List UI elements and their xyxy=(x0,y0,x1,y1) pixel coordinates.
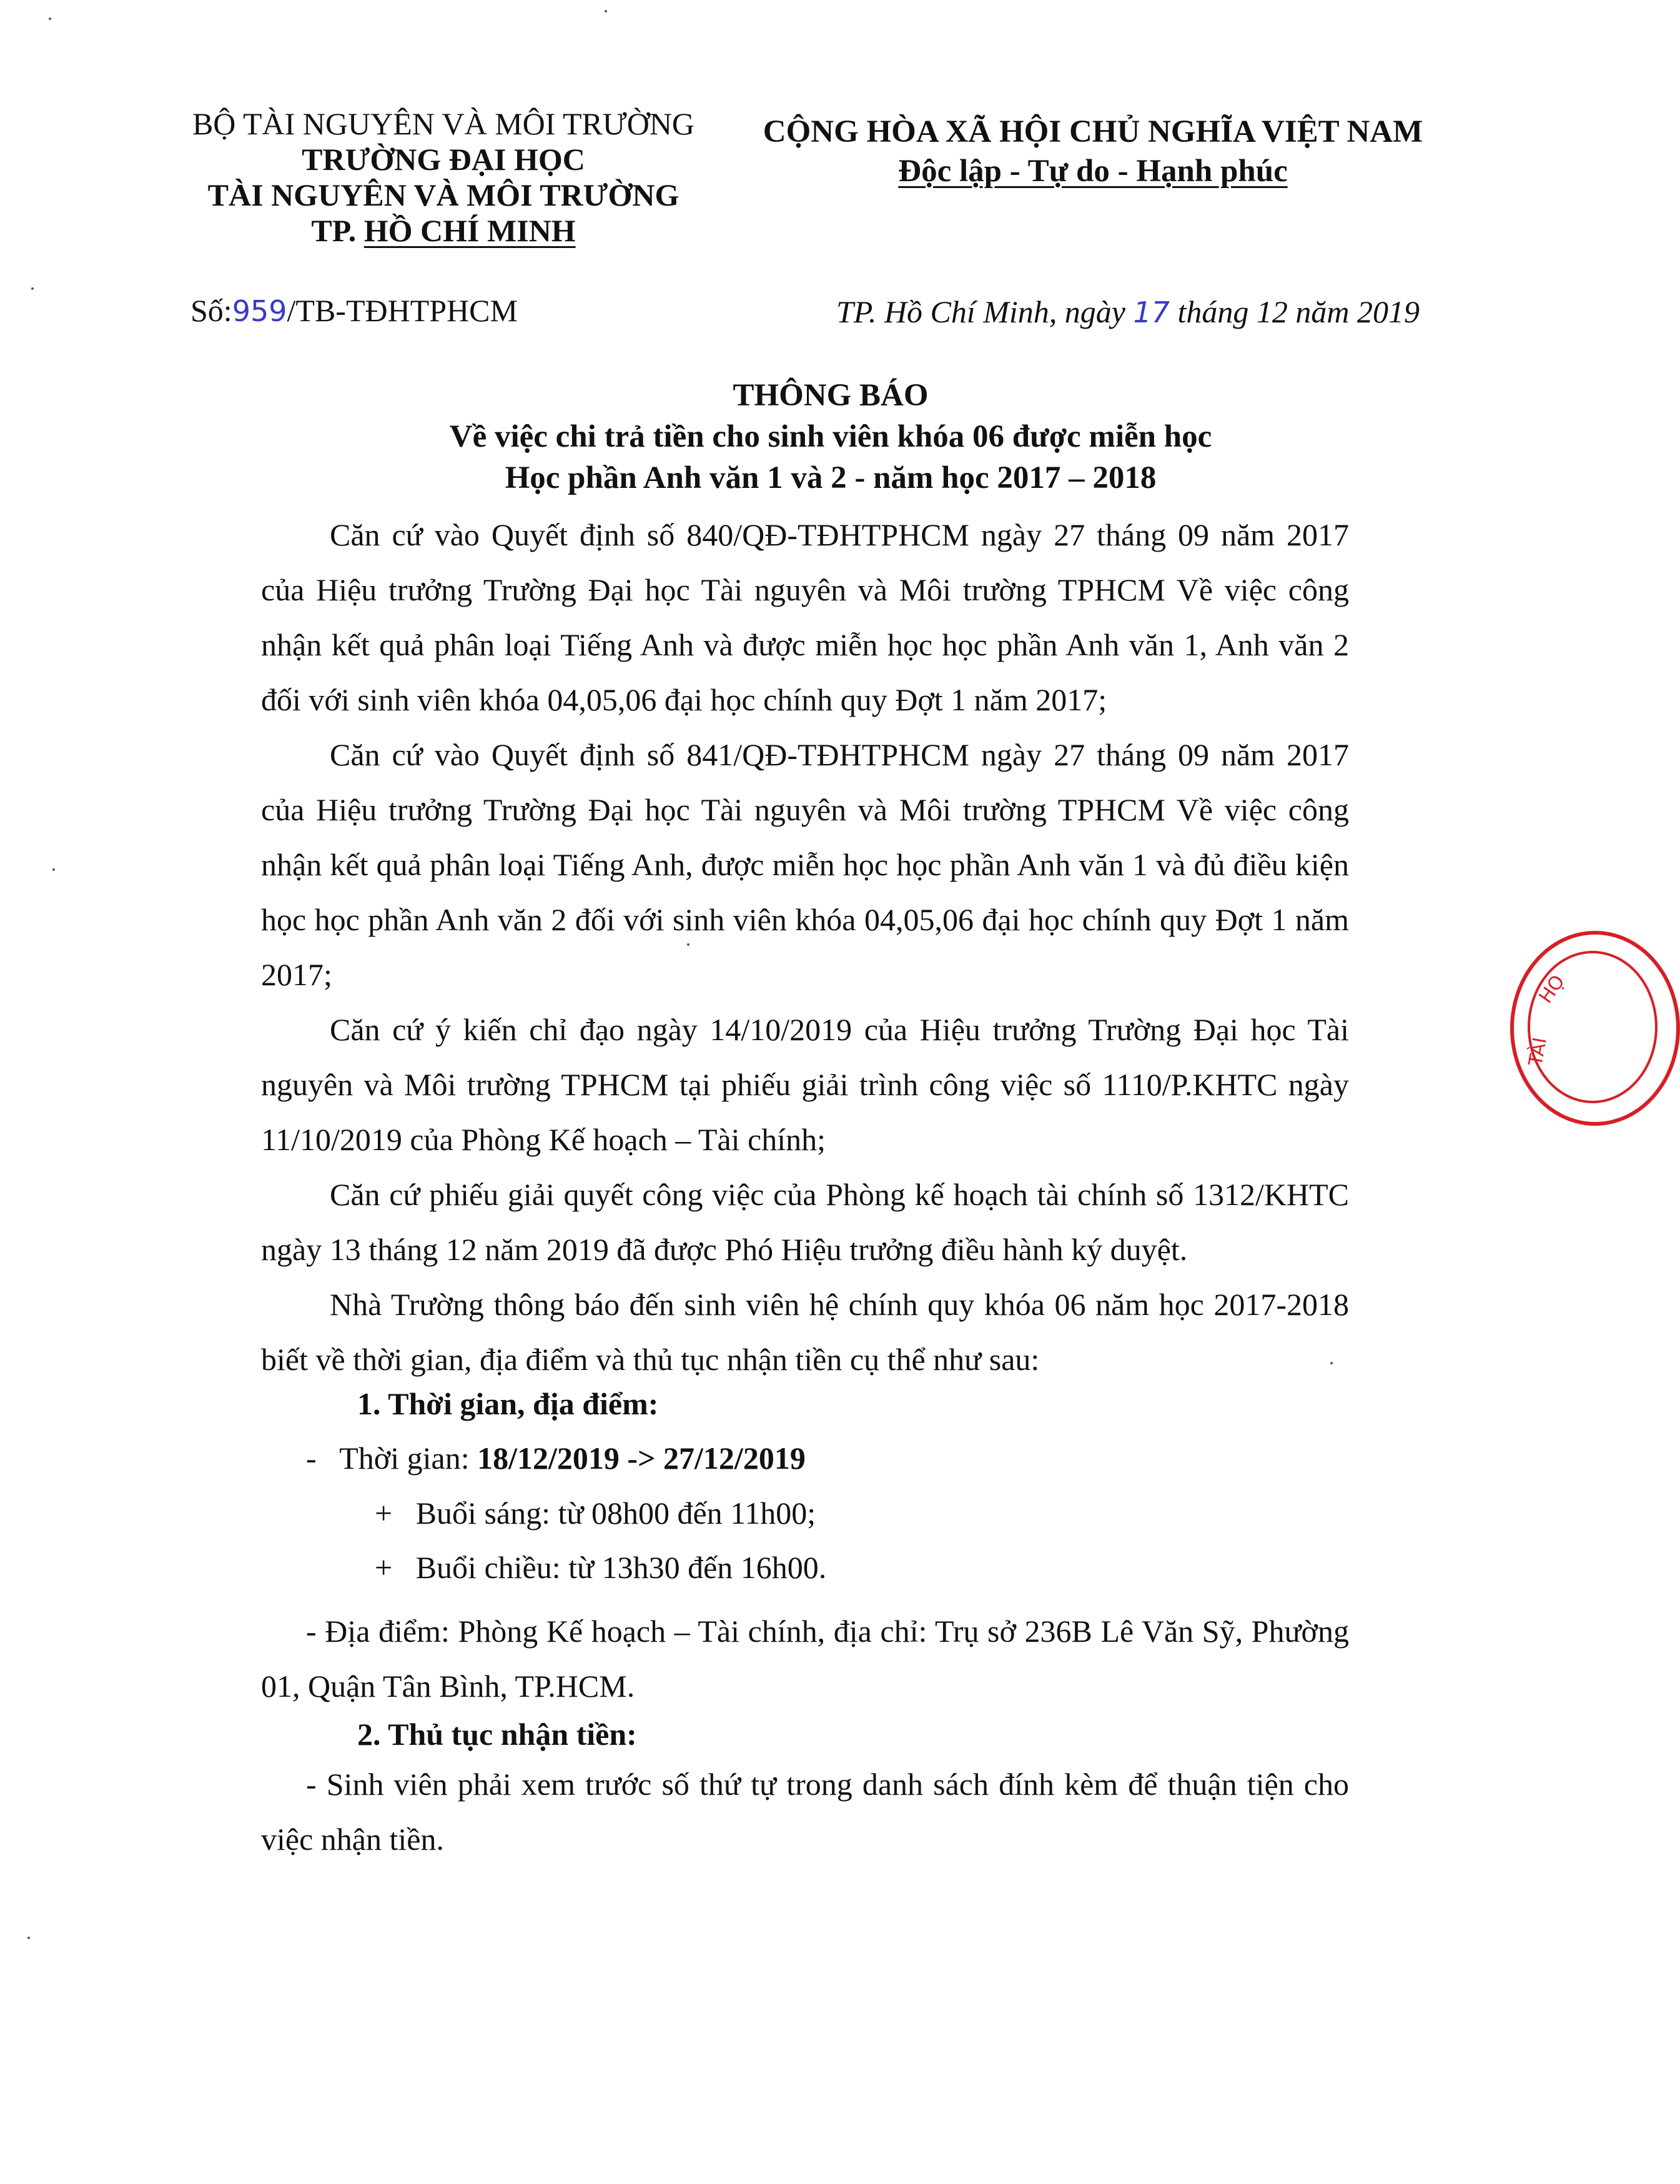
location-text: - Địa điểm: Phòng Kế hoạch – Tài chính, địa chỉ: Trụ sở 236B Lê Văn Sỹ, Phường 01, Quận Tân Bình, TP.HCM. xyxy=(261,1614,1349,1704)
notice-title xyxy=(0,375,1661,499)
location-item xyxy=(261,1604,1349,1714)
scan-speck xyxy=(605,10,607,12)
ministry-name: BỘ TÀI NGUYÊN VÀ MÔI TRƯỜNG xyxy=(192,106,695,141)
school-city xyxy=(187,213,699,249)
section-2-heading: 2. Thủ tục nhận tiền: xyxy=(357,1717,637,1752)
notice-subject-line1: Về việc chi trả tiền cho sinh viên khóa 06 được miễn học xyxy=(449,419,1212,454)
announcement-paragraph: Nhà Trường thông báo đến sinh viên hệ chính quy khóa 06 năm học 2017-2018 biết về thời gian, địa điểm và thủ tục nhận tiền cụ thể như sau: xyxy=(261,1287,1349,1377)
red-seal-inner-ring xyxy=(1528,951,1658,1103)
date-day-handwritten: 17 xyxy=(1133,295,1170,329)
notice-body xyxy=(261,507,1349,1387)
school-name-line2: TÀI NGUYÊN VÀ MÔI TRƯỜNG xyxy=(207,177,679,212)
document-number-suffix: /TB-TĐHTPHCM xyxy=(287,293,518,328)
document-number-prefix: Số: xyxy=(190,293,232,328)
document-date xyxy=(836,294,1420,330)
time-item xyxy=(306,1440,806,1476)
scan-speck xyxy=(687,943,689,946)
document-number xyxy=(190,292,518,329)
morning-hours: + Buổi sáng: từ 08h00 đến 11h00; xyxy=(375,1496,816,1531)
issuing-body-header xyxy=(187,106,699,249)
red-seal xyxy=(1510,931,1680,1126)
basis-paragraph-2: Căn cứ vào Quyết định số 841/QĐ-TĐHTPHCM ngày 27 tháng 09 năm 2017 của Hiệu trưởng Trường Đại học Tài nguyên và Môi trường TPHCM Về việc công nhận kết quả phân loại Tiếng Anh, được miễn học học phần Anh văn 1 và đủ điều kiện học học phần Anh văn 2 đối với sinh viên khóa 04,05,06 đại học chính quy Đợt 1 năm 2017; xyxy=(261,737,1349,992)
country-name: CỘNG HÒA XÃ HỘI CHỦ NGHĨA VIỆT NAM xyxy=(763,114,1423,149)
procedure-text: - Sinh viên phải xem trước số thứ tự trong danh sách đính kèm để thuận tiện cho việc nhận tiền. xyxy=(261,1767,1349,1857)
basis-paragraph-3: Căn cứ ý kiến chỉ đạo ngày 14/10/2019 của Hiệu trưởng Trường Đại học Tài nguyên và Môi trường TPHCM tại phiếu giải trình công việc số 1110/P.KHTC ngày 11/10/2019 của Phòng Kế hoạch – Tài chính; xyxy=(261,1012,1349,1157)
basis-paragraph-4: Căn cứ phiếu giải quyết công việc của Phòng kế hoạch tài chính số 1312/KHTC ngày 13 tháng 12 năm 2019 đã được Phó Hiệu trưởng điều hành ký duyệt. xyxy=(261,1177,1349,1267)
school-name-line1: TRƯỜNG ĐẠI HỌC xyxy=(302,142,585,177)
school-city-prefix: TP. xyxy=(311,213,357,248)
afternoon-hours: + Buổi chiều: từ 13h30 đến 16h00. xyxy=(375,1550,827,1585)
time-label: - Thời gian: xyxy=(306,1441,478,1476)
motto-text: Độc lập - Tự do - Hạnh phúc xyxy=(898,154,1288,189)
scan-speck xyxy=(31,287,34,290)
date-prefix: TP. Hồ Chí Minh, ngày xyxy=(836,294,1125,329)
seal-text-top: HỌ xyxy=(1534,971,1569,1008)
notice-title-main: THÔNG BÁO xyxy=(733,378,929,413)
time-value: 18/12/2019 -> 27/12/2019 xyxy=(477,1441,806,1476)
seal-text-left: TÀI xyxy=(1524,1036,1551,1068)
scan-speck xyxy=(52,868,55,871)
basis-paragraph-1: Căn cứ vào Quyết định số 840/QĐ-TĐHTPHCM ngày 27 tháng 09 năm 2017 của Hiệu trưởng Trường Đại học Tài nguyên và Môi trường TPHCM Về việc công nhận kết quả phân loại Tiếng Anh và được miễn học học phần Anh văn 1, Anh văn 2 đối với sinh viên khóa 04,05,06 đại học chính quy Đợt 1 năm 2017; xyxy=(261,517,1349,717)
scan-speck xyxy=(1330,1362,1333,1364)
national-motto-header xyxy=(762,112,1424,191)
motto xyxy=(762,152,1424,191)
notice-subject-line2: Học phần Anh văn 1 và 2 - năm học 2017 – 2018 xyxy=(505,460,1157,495)
section-1-heading: 1. Thời gian, địa điểm: xyxy=(357,1386,659,1421)
scan-speck xyxy=(27,1937,30,1939)
procedure-item xyxy=(261,1757,1349,1867)
scan-speck xyxy=(49,17,51,20)
school-city-name: HỒ CHÍ MINH xyxy=(363,213,576,248)
document-number-handwritten: 959 xyxy=(232,294,287,328)
date-suffix: tháng 12 năm 2019 xyxy=(1177,294,1420,329)
